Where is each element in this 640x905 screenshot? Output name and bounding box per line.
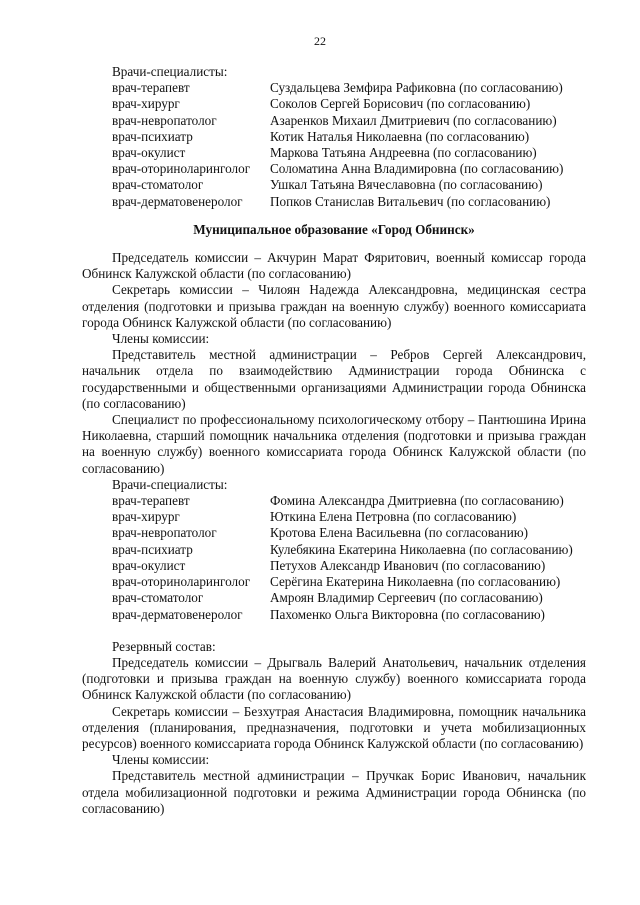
- doctor-name: Маркова Татьяна Андреевна (по согласованию): [270, 145, 537, 161]
- doctor-name: Азаренков Михаил Дмитриевич (по согласованию): [270, 112, 557, 128]
- doctor-role: врач-терапевт: [112, 493, 190, 509]
- doctor-role: врач-дерматовенеролог: [112, 606, 243, 622]
- psych-specialist-paragraph: Специалист по профессиональному психологическому отбору – Пантюшина Ирина Николаевна, старший помощник начальника отделения (подготовки и призыва граждан на военную службу) военного комиссариата города Обнинск Калужской области (по согласованию): [82, 412, 586, 476]
- secretary-paragraph: Секретарь комиссии – Чилоян Надежда Александровна, медицинская сестра отделения (подготовки и призыва граждан на военную службу) военного комиссариата города Обнинск Калужской области (по согласованию): [82, 282, 586, 330]
- reserve-label: Резервный состав:: [112, 638, 216, 654]
- doctor-role: врач-терапевт: [112, 80, 190, 96]
- doctor-role: врач-психиатр: [112, 128, 193, 144]
- doctor-name: Котик Наталья Николаевна (по согласованию): [270, 128, 530, 144]
- doctor-role: врач-невропатолог: [112, 112, 217, 128]
- doctor-role: врач-оториноларинголог: [112, 574, 251, 590]
- doctor-role: врач-окулист: [112, 557, 186, 573]
- specialists-label: Врачи-специалисты:: [112, 476, 228, 492]
- admin-rep-paragraph: Представитель местной администрации – Ребров Сергей Александрович, начальник отдела по взаимодействию Администрации города Обнинска с государственными и общественными организациями Администрации города Обнинска (по согласованию): [82, 347, 586, 411]
- doctor-role: врач-хирург: [112, 96, 180, 112]
- page-number: 22: [314, 34, 326, 48]
- specialists-label: Врачи-специалисты:: [112, 64, 228, 79]
- chairman-paragraph: Председатель комиссии – Акчурин Марат Фяритович, военный комиссар города Обнинск Калужской области (по согласованию): [82, 250, 586, 282]
- doctors-list-previous: [112, 80, 586, 210]
- doctor-role: врач-дерматовенеролог: [112, 193, 243, 209]
- doctor-name: Фомина Александра Дмитриевна (по согласованию): [270, 493, 564, 509]
- doctor-role: врач-стоматолог: [112, 177, 204, 193]
- reserve-chairman-paragraph: Председатель комиссии – Дрыгваль Валерий Анатольевич, начальник отделения (подготовки и призыва граждан на военную службу) военного комиссариата города Обнинск Калужской области (по согласованию): [82, 654, 586, 703]
- doctor-role: врач-невропатолог: [112, 525, 217, 541]
- doctor-name: Юткина Елена Петровна (по согласованию): [270, 509, 517, 525]
- reserve-secretary-paragraph: Секретарь комиссии – Безхутрая Анастасия Владимировна, помощник начальника отделения (планирования, предназначения, подготовки и учета мобилизационных ресурсов) военного комиссариата города Обнинск Калужской области (по согласованию): [82, 703, 586, 751]
- document-body: [82, 64, 586, 817]
- doctor-name: Пахоменко Ольга Викторовна (по согласованию): [270, 606, 545, 622]
- doctor-role: врач-окулист: [112, 145, 186, 161]
- doctor-role: врач-стоматолог: [112, 590, 204, 606]
- doctor-name: Серёгина Екатерина Николаевна (по согласованию): [270, 574, 561, 590]
- doctor-role: врач-хирург: [112, 509, 180, 525]
- doctor-name: Суздальцева Земфира Рафиковна (по согласованию): [270, 80, 563, 96]
- doctor-name: Ушкал Татьяна Вячеславовна (по согласованию): [270, 177, 543, 193]
- doctor-name: Попков Станислав Витальевич (по согласованию): [270, 193, 551, 209]
- members-label: Члены комиссии:: [112, 331, 210, 347]
- doctors-list: [112, 493, 586, 623]
- doctor-role: врач-оториноларинголог: [112, 161, 251, 177]
- section-heading: Муниципальное образование «Город Обнинск»: [193, 221, 475, 237]
- doctor-name: Амроян Владимир Сергеевич (по согласованию): [270, 590, 543, 606]
- doctor-name: Петухов Александр Иванович (по согласованию): [270, 557, 546, 573]
- doctor-name: Кротова Елена Васильевна (по согласованию): [270, 525, 529, 541]
- reserve-members-label: Члены комиссии:: [112, 752, 210, 768]
- doctor-name: Соколов Сергей Борисович (по согласованию): [270, 96, 531, 112]
- doctor-role: врач-психиатр: [112, 541, 193, 557]
- doctor-name: Кулебякина Екатерина Николаевна (по согласованию): [270, 541, 573, 557]
- reserve-admin-rep-paragraph: Представитель местной администрации – Пручкак Борис Иванович, начальник отдела мобилизационной подготовки и режима Администрации города Обнинска (по согласованию): [82, 768, 586, 816]
- doctor-name: Соломатина Анна Владимировна (по согласованию): [270, 161, 564, 177]
